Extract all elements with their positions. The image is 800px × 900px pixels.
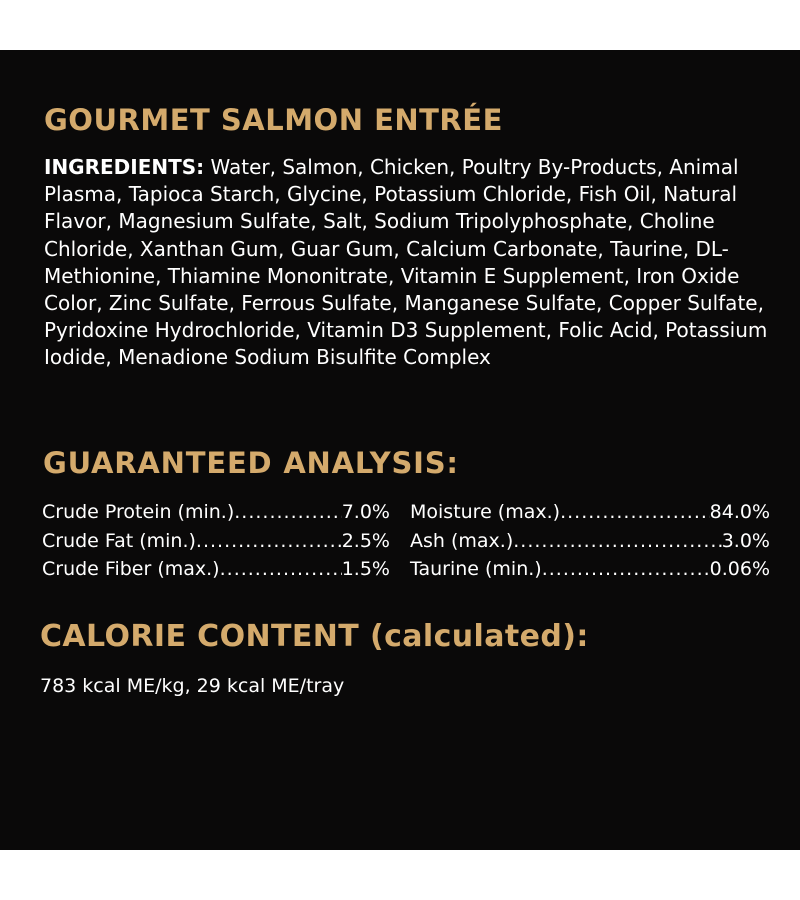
- ingredients-block: [44, 154, 784, 372]
- analysis-item-taurine: [410, 555, 770, 584]
- dot-leader: [513, 527, 721, 556]
- dot-leader: [542, 555, 710, 584]
- dot-leader: [234, 498, 341, 527]
- analysis-item-crude-fat: [42, 527, 390, 556]
- analysis-value: 0.06%: [709, 558, 770, 580]
- analysis-name: Crude Protein (min.): [42, 501, 235, 523]
- analysis-value: 3.0%: [721, 529, 770, 552]
- analysis-item-moisture: [410, 498, 770, 527]
- analysis-value: 1.5%: [341, 558, 390, 580]
- calorie-content-heading: CALORIE CONTENT (calculated):: [40, 619, 589, 654]
- analysis-row: [42, 498, 770, 527]
- calorie-content-value: 783 kcal ME/kg, 29 kcal ME/tray: [40, 675, 345, 697]
- analysis-item-crude-fiber: [42, 555, 390, 584]
- analysis-name: Moisture (max.): [410, 501, 561, 523]
- analysis-value: 2.5%: [341, 529, 390, 552]
- dot-leader: [196, 527, 342, 556]
- analysis-item-ash: [410, 527, 770, 556]
- dot-leader: [220, 555, 342, 584]
- analysis-value: 84.0%: [709, 501, 770, 523]
- guaranteed-analysis-table: [42, 498, 770, 584]
- ingredients-label: INGREDIENTS:: [44, 155, 205, 179]
- analysis-row: [42, 527, 770, 556]
- analysis-value: 7.0%: [341, 501, 390, 523]
- product-title: GOURMET SALMON ENTRÉE: [44, 103, 503, 137]
- guaranteed-analysis-heading: GUARANTEED ANALYSIS:: [43, 446, 459, 480]
- dot-leader: [560, 498, 710, 527]
- analysis-item-crude-protein: [42, 498, 390, 527]
- ingredients-list: Water, Salmon, Chicken, Poultry By-Products, Animal Plasma, Tapioca Starch, Glycine, Potassium Chloride, Fish Oil, Natural Flavor, Magnesium Sulfate, Salt, Sodium Tripolyphosphate, Choline Chloride, Xanthan Gum, Guar Gum, Calcium Carbonate, Taurine, DL-Methionine, Thiamine Mononitrate, Vitamin E Supplement, Iron Oxide Color, Zinc Sulfate, Ferrous Sulfate, Manganese Sulfate, Copper Sulfate, Pyridoxine Hydrochloride, Vitamin D3 Supplement, Folic Acid, Potassium Iodide, Menadione Sodium Bisulfite Complex: [44, 155, 768, 370]
- analysis-row: [42, 555, 770, 584]
- analysis-name: Crude Fat (min.): [42, 529, 196, 552]
- analysis-name: Crude Fiber (max.): [42, 558, 220, 580]
- analysis-name: Ash (max.): [410, 529, 514, 552]
- analysis-name: Taurine (min.): [410, 558, 542, 580]
